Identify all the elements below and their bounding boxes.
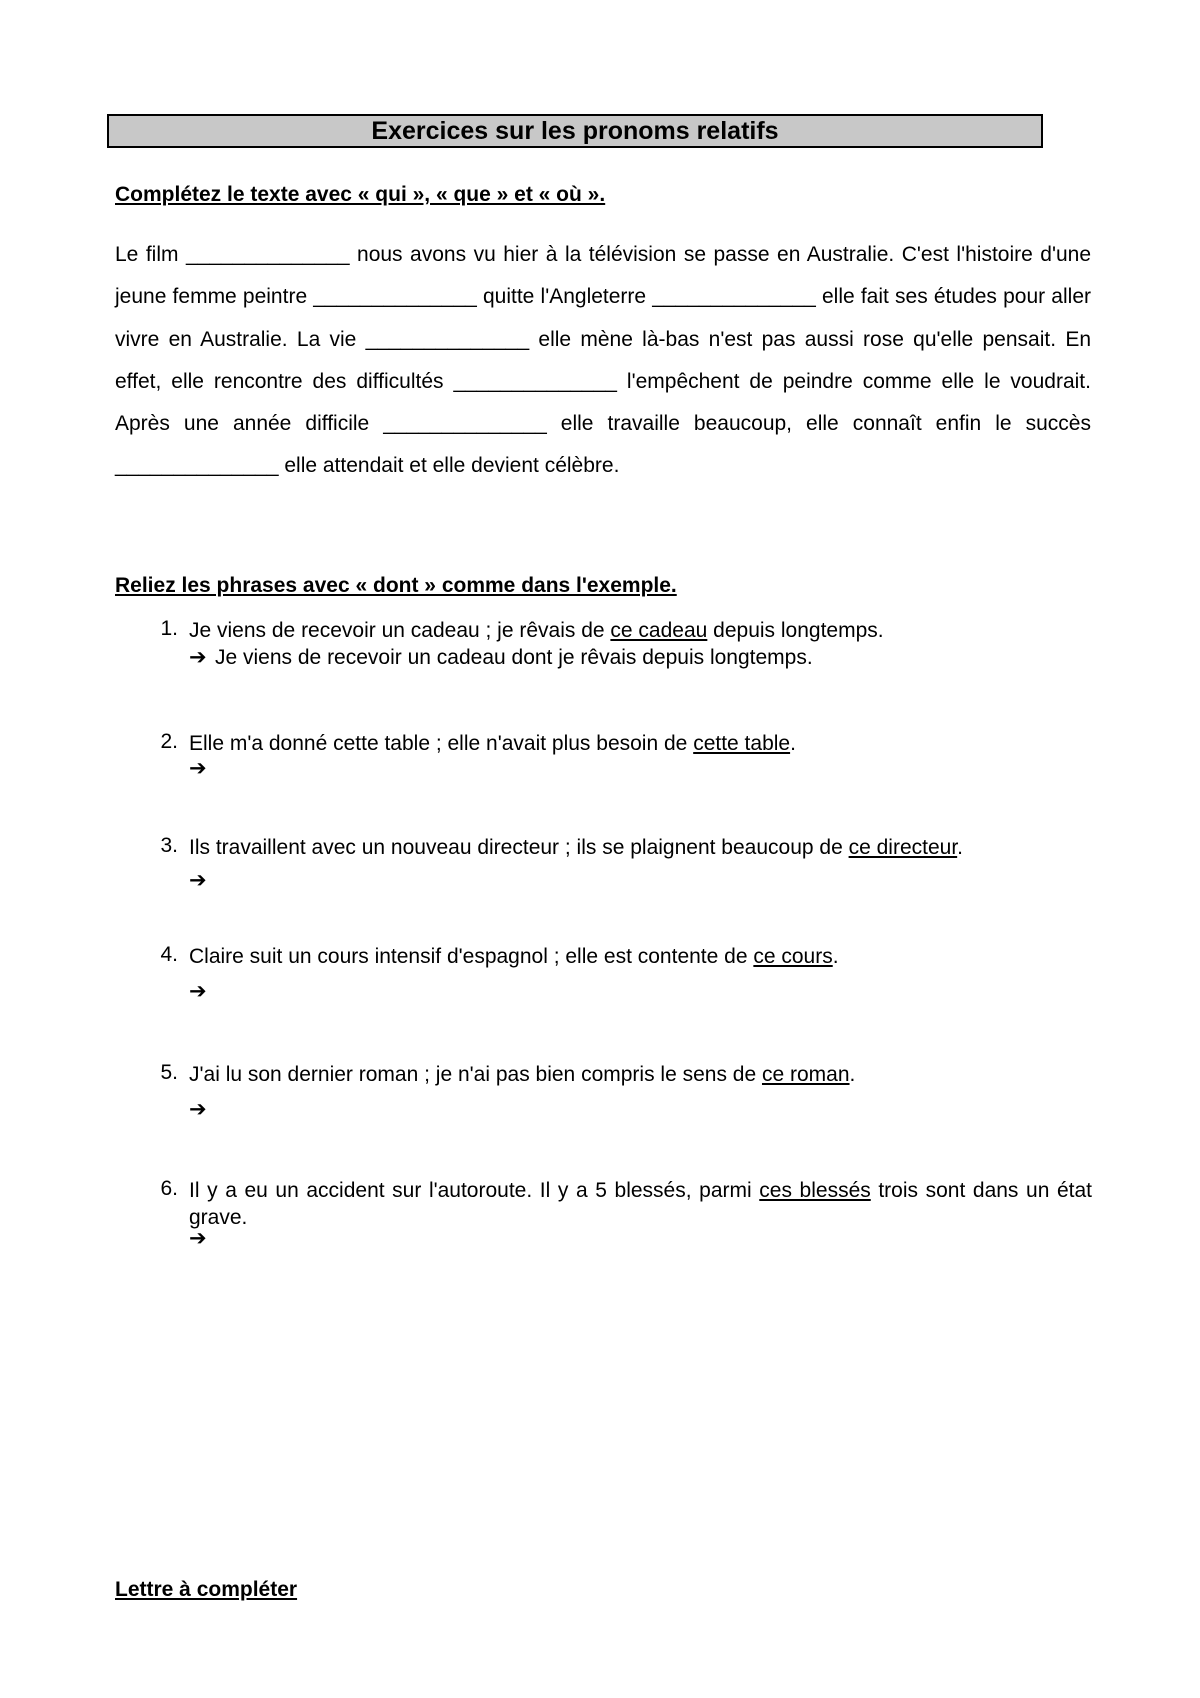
right-arrow-icon: ➔: [189, 869, 207, 892]
underlined-phrase: ce directeur: [848, 836, 958, 859]
item-number: 2.: [160, 730, 178, 753]
answer-line: [189, 644, 813, 671]
fill-in-paragraph: [115, 234, 1091, 488]
item-sentence: Claire suit un cours intensif d'espagnol ; elle est contente de ce cours.: [189, 945, 839, 968]
right-arrow-icon: ➔: [189, 980, 207, 1003]
underlined-phrase: ce cours: [753, 945, 833, 968]
underlined-phrase: ce cadeau: [610, 619, 708, 642]
paragraph-text: elle mène là-bas n'est pas aussi rose qu'elle pensait. En effet, elle rencontre des difficultés: [115, 327, 1092, 393]
exercise-2-heading: Reliez les phrases avec « dont » comme dans l'exemple.: [115, 574, 677, 597]
answer-line: [189, 1225, 215, 1252]
paragraph-text: quitte l'Angleterre: [476, 285, 653, 309]
item-number: 3.: [160, 834, 178, 857]
paragraph-text: elle attendait et elle devient célèbre.: [278, 454, 620, 478]
answer-line: [189, 755, 215, 782]
paragraph-text: elle fait ses études pour aller vivre en Australie. La vie: [115, 285, 1091, 351]
blank-2: ______________: [313, 285, 477, 309]
item-sentence: Ils travaillent avec un nouveau directeur ; ils se plaignent beaucoup de ce directeur.: [189, 836, 963, 859]
item-number: 4.: [160, 943, 178, 966]
worksheet-title: Exercices sur les pronoms relatifs: [107, 114, 1043, 148]
exercise-1-heading: Complétez le texte avec « qui », « que » et « où ».: [115, 183, 606, 206]
item-sentence: Elle m'a donné cette table ; elle n'avait plus besoin de cette table.: [189, 732, 796, 755]
blank-7: ______________: [115, 454, 279, 478]
answer-line: [189, 978, 215, 1005]
underlined-phrase: ces blessés: [759, 1179, 871, 1202]
paragraph-text: l'empêchent de peindre comme elle le voudrait. Après une année difficile: [115, 369, 1091, 436]
item-sentence: Je viens de recevoir un cadeau ; je rêvais de ce cadeau depuis longtemps.: [189, 619, 884, 642]
right-arrow-icon: ➔: [189, 1098, 207, 1121]
item-sentence: Il y a eu un accident sur l'autoroute. Il y a 5 blessés, parmi ces blessés trois sont dans un état grave.: [189, 1179, 1093, 1229]
right-arrow-icon: ➔: [189, 757, 207, 780]
item-number: 5.: [160, 1061, 178, 1084]
item-number: 1.: [160, 617, 178, 640]
underlined-phrase: ce roman: [761, 1063, 850, 1086]
blank-4: ______________: [365, 327, 530, 351]
blank-3: ______________: [652, 285, 816, 309]
right-arrow-icon: ➔: [189, 1227, 207, 1250]
blank-1: ______________: [186, 243, 350, 266]
right-arrow-icon: ➔: [189, 646, 207, 669]
item-sentence: J'ai lu son dernier roman ; je n'ai pas bien compris le sens de ce roman.: [189, 1063, 856, 1086]
underlined-phrase: cette table: [693, 732, 791, 755]
answer-line: [189, 1096, 215, 1123]
example-answer: Je viens de recevoir un cadeau dont je rêvais depuis longtemps.: [215, 646, 813, 669]
paragraph-text: nous avons vu hier à la télévision se passe en Australie. C'est l'histoire d'une jeune femme peintre: [115, 243, 1092, 309]
exercise-3-heading: Lettre à compléter: [115, 1578, 298, 1601]
paragraph-text: Le film: [115, 243, 187, 266]
answer-line: [189, 867, 215, 894]
paragraph-text: elle travaille beaucoup, elle connaît enfin le succès: [546, 412, 1091, 436]
blank-5: ______________: [453, 369, 617, 393]
blank-6: ______________: [383, 412, 547, 436]
item-number: 6.: [160, 1177, 178, 1200]
